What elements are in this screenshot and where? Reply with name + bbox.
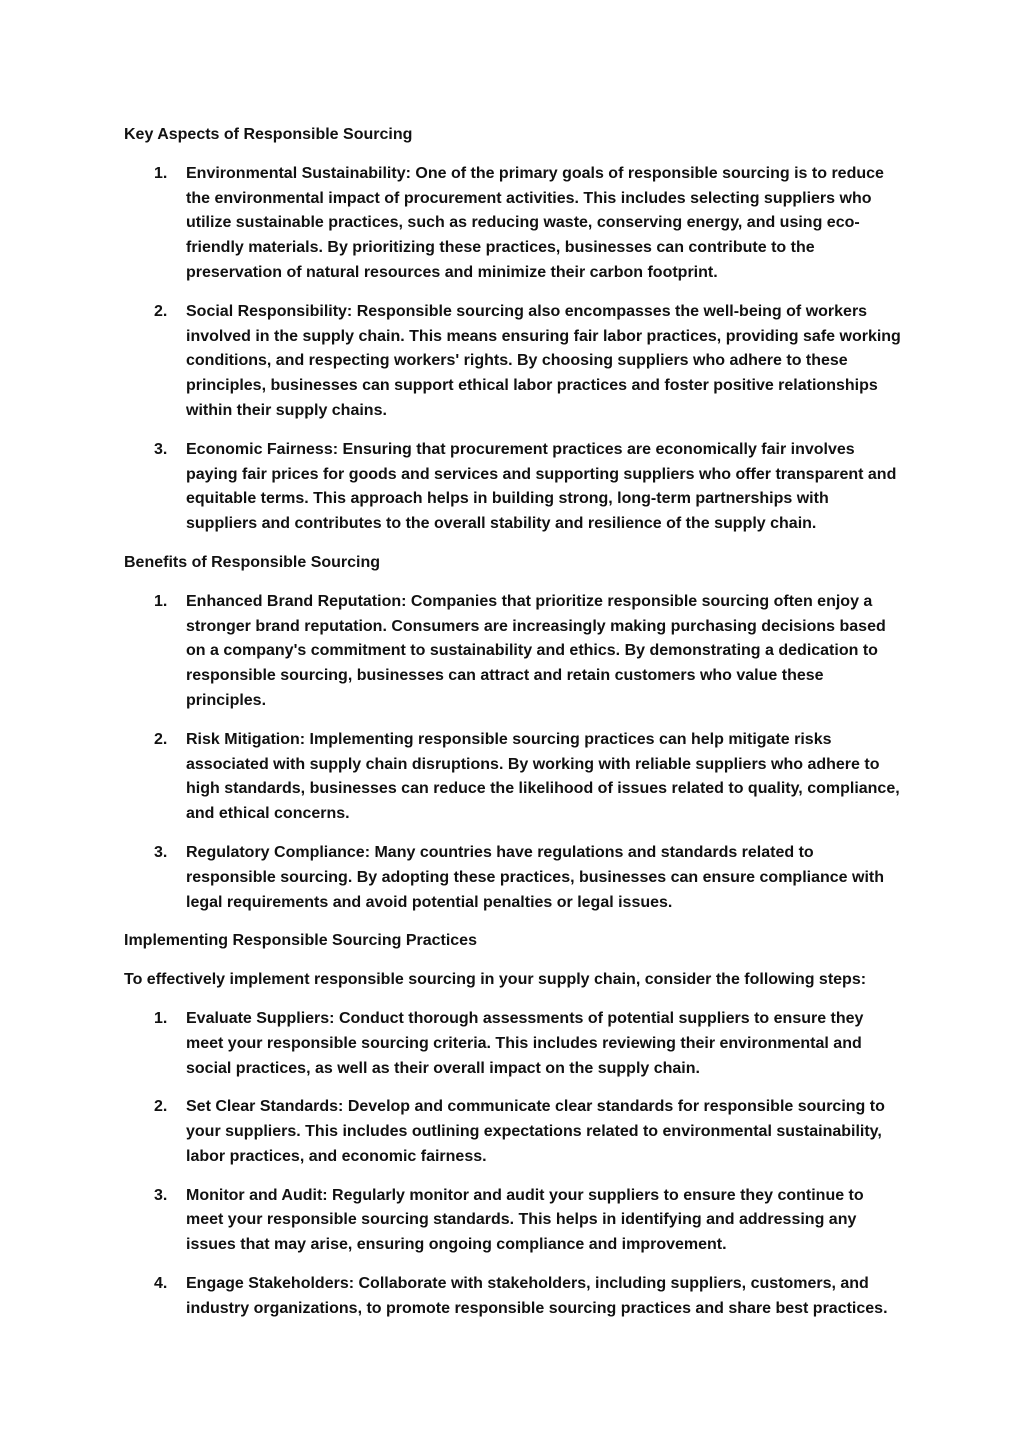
section-benefits bbox=[124, 551, 902, 915]
list-item bbox=[124, 162, 902, 286]
list-item-text: Social Responsibility: Responsible sourcing also encompasses the well-being of workers involved in the supply chain. This means ensuring fair labor practices, providing safe working conditions, and respecting workers' rights. By choosing suppliers who adhere to these principles, businesses can support ethical labor practices and foster positive relationships within their supply chains. bbox=[186, 302, 901, 419]
section-heading: Key Aspects of Responsible Sourcing bbox=[124, 126, 413, 143]
list-item bbox=[124, 1095, 902, 1169]
list-item-text: Economic Fairness: Ensuring that procurement practices are economically fair involves paying fair prices for goods and services and supporting suppliers who offer transparent and equitable terms. This approach helps in building strong, long-term partnerships with suppliers and contributes to the overall stability and resilience of the supply chain. bbox=[186, 440, 897, 533]
list-item bbox=[124, 1272, 902, 1322]
list-item-text: Environmental Sustainability: One of the primary goals of responsible sourcing is to reduce the environmental impact of procurement activities. This includes selecting suppliers who utilize sustainable practices, such as reducing waste, conserving energy, and using eco-friendly materials. By prioritizing these practices, businesses can contribute to the preservation of natural resources and minimize their carbon footprint. bbox=[186, 164, 884, 281]
document-page bbox=[124, 119, 902, 1336]
section-key-aspects bbox=[124, 123, 902, 537]
list-item-number: 3. bbox=[154, 440, 168, 458]
numbered-list bbox=[124, 1007, 902, 1322]
list-item-text: Engage Stakeholders: Collaborate with stakeholders, including suppliers, customers, and industry organizations, to promote responsible sourcing practices and share best practices. bbox=[186, 1275, 888, 1317]
list-item-number: 2. bbox=[154, 730, 168, 748]
list-item-number: 1. bbox=[154, 592, 168, 610]
list-item-number: 3. bbox=[154, 843, 168, 861]
list-item-text: Set Clear Standards: Develop and communicate clear standards for responsible sourcing to your suppliers. This includes outlining expectations related to environmental sustainability, labor practices, and economic fairness. bbox=[186, 1098, 885, 1165]
list-item-number: 4. bbox=[154, 1275, 168, 1293]
numbered-list bbox=[124, 590, 902, 916]
numbered-list bbox=[124, 162, 902, 537]
section-heading: Benefits of Responsible Sourcing bbox=[124, 553, 381, 571]
list-item-text: Monitor and Audit: Regularly monitor and audit your suppliers to ensure they continue to meet your responsible sourcing standards. This helps in identifying and addressing any issues that may arise, ensuring ongoing compliance and improvement. bbox=[186, 1186, 864, 1254]
list-item bbox=[124, 590, 902, 714]
list-item-text: Evaluate Suppliers: Conduct thorough assessments of potential suppliers to ensure they meet your responsible sourcing criteria. This includes reviewing their environmental and social practices, as well as their overall impact on the supply chain. bbox=[186, 1009, 864, 1077]
list-item-text: Enhanced Brand Reputation: Companies that prioritize responsible sourcing often enjoy a stronger brand reputation. Consumers are increasingly making purchasing decisions based on a company's commitment to sustainability and ethics. By demonstrating a dedication to responsible sourcing, businesses can attract and retain customers who value these principles. bbox=[186, 592, 886, 709]
list-item bbox=[124, 1184, 902, 1258]
section-implementing bbox=[124, 929, 902, 1321]
list-item-number: 1. bbox=[154, 164, 168, 182]
list-item bbox=[124, 300, 902, 424]
list-item-text: Risk Mitigation: Implementing responsible sourcing practices can help mitigate risks associated with supply chain disruptions. By working with reliable suppliers who adhere to high standards, businesses can reduce the likelihood of issues related to quality, compliance, and ethical concerns. bbox=[186, 730, 900, 823]
list-item bbox=[124, 841, 902, 915]
section-intro-paragraph: To effectively implement responsible sourcing in your supply chain, consider the following steps: bbox=[124, 971, 867, 989]
list-item bbox=[124, 728, 902, 827]
list-item-number: 2. bbox=[154, 302, 168, 320]
list-item-number: 2. bbox=[154, 1098, 168, 1116]
list-item-number: 3. bbox=[154, 1186, 168, 1204]
section-heading: Implementing Responsible Sourcing Practices bbox=[124, 932, 477, 950]
list-item-number: 1. bbox=[154, 1009, 168, 1027]
list-item bbox=[124, 1007, 902, 1081]
list-item-text: Regulatory Compliance: Many countries have regulations and standards related to responsible sourcing. By adopting these practices, businesses can ensure compliance with legal requirements and avoid potential penalties or legal issues. bbox=[186, 843, 884, 911]
list-item bbox=[124, 438, 902, 537]
